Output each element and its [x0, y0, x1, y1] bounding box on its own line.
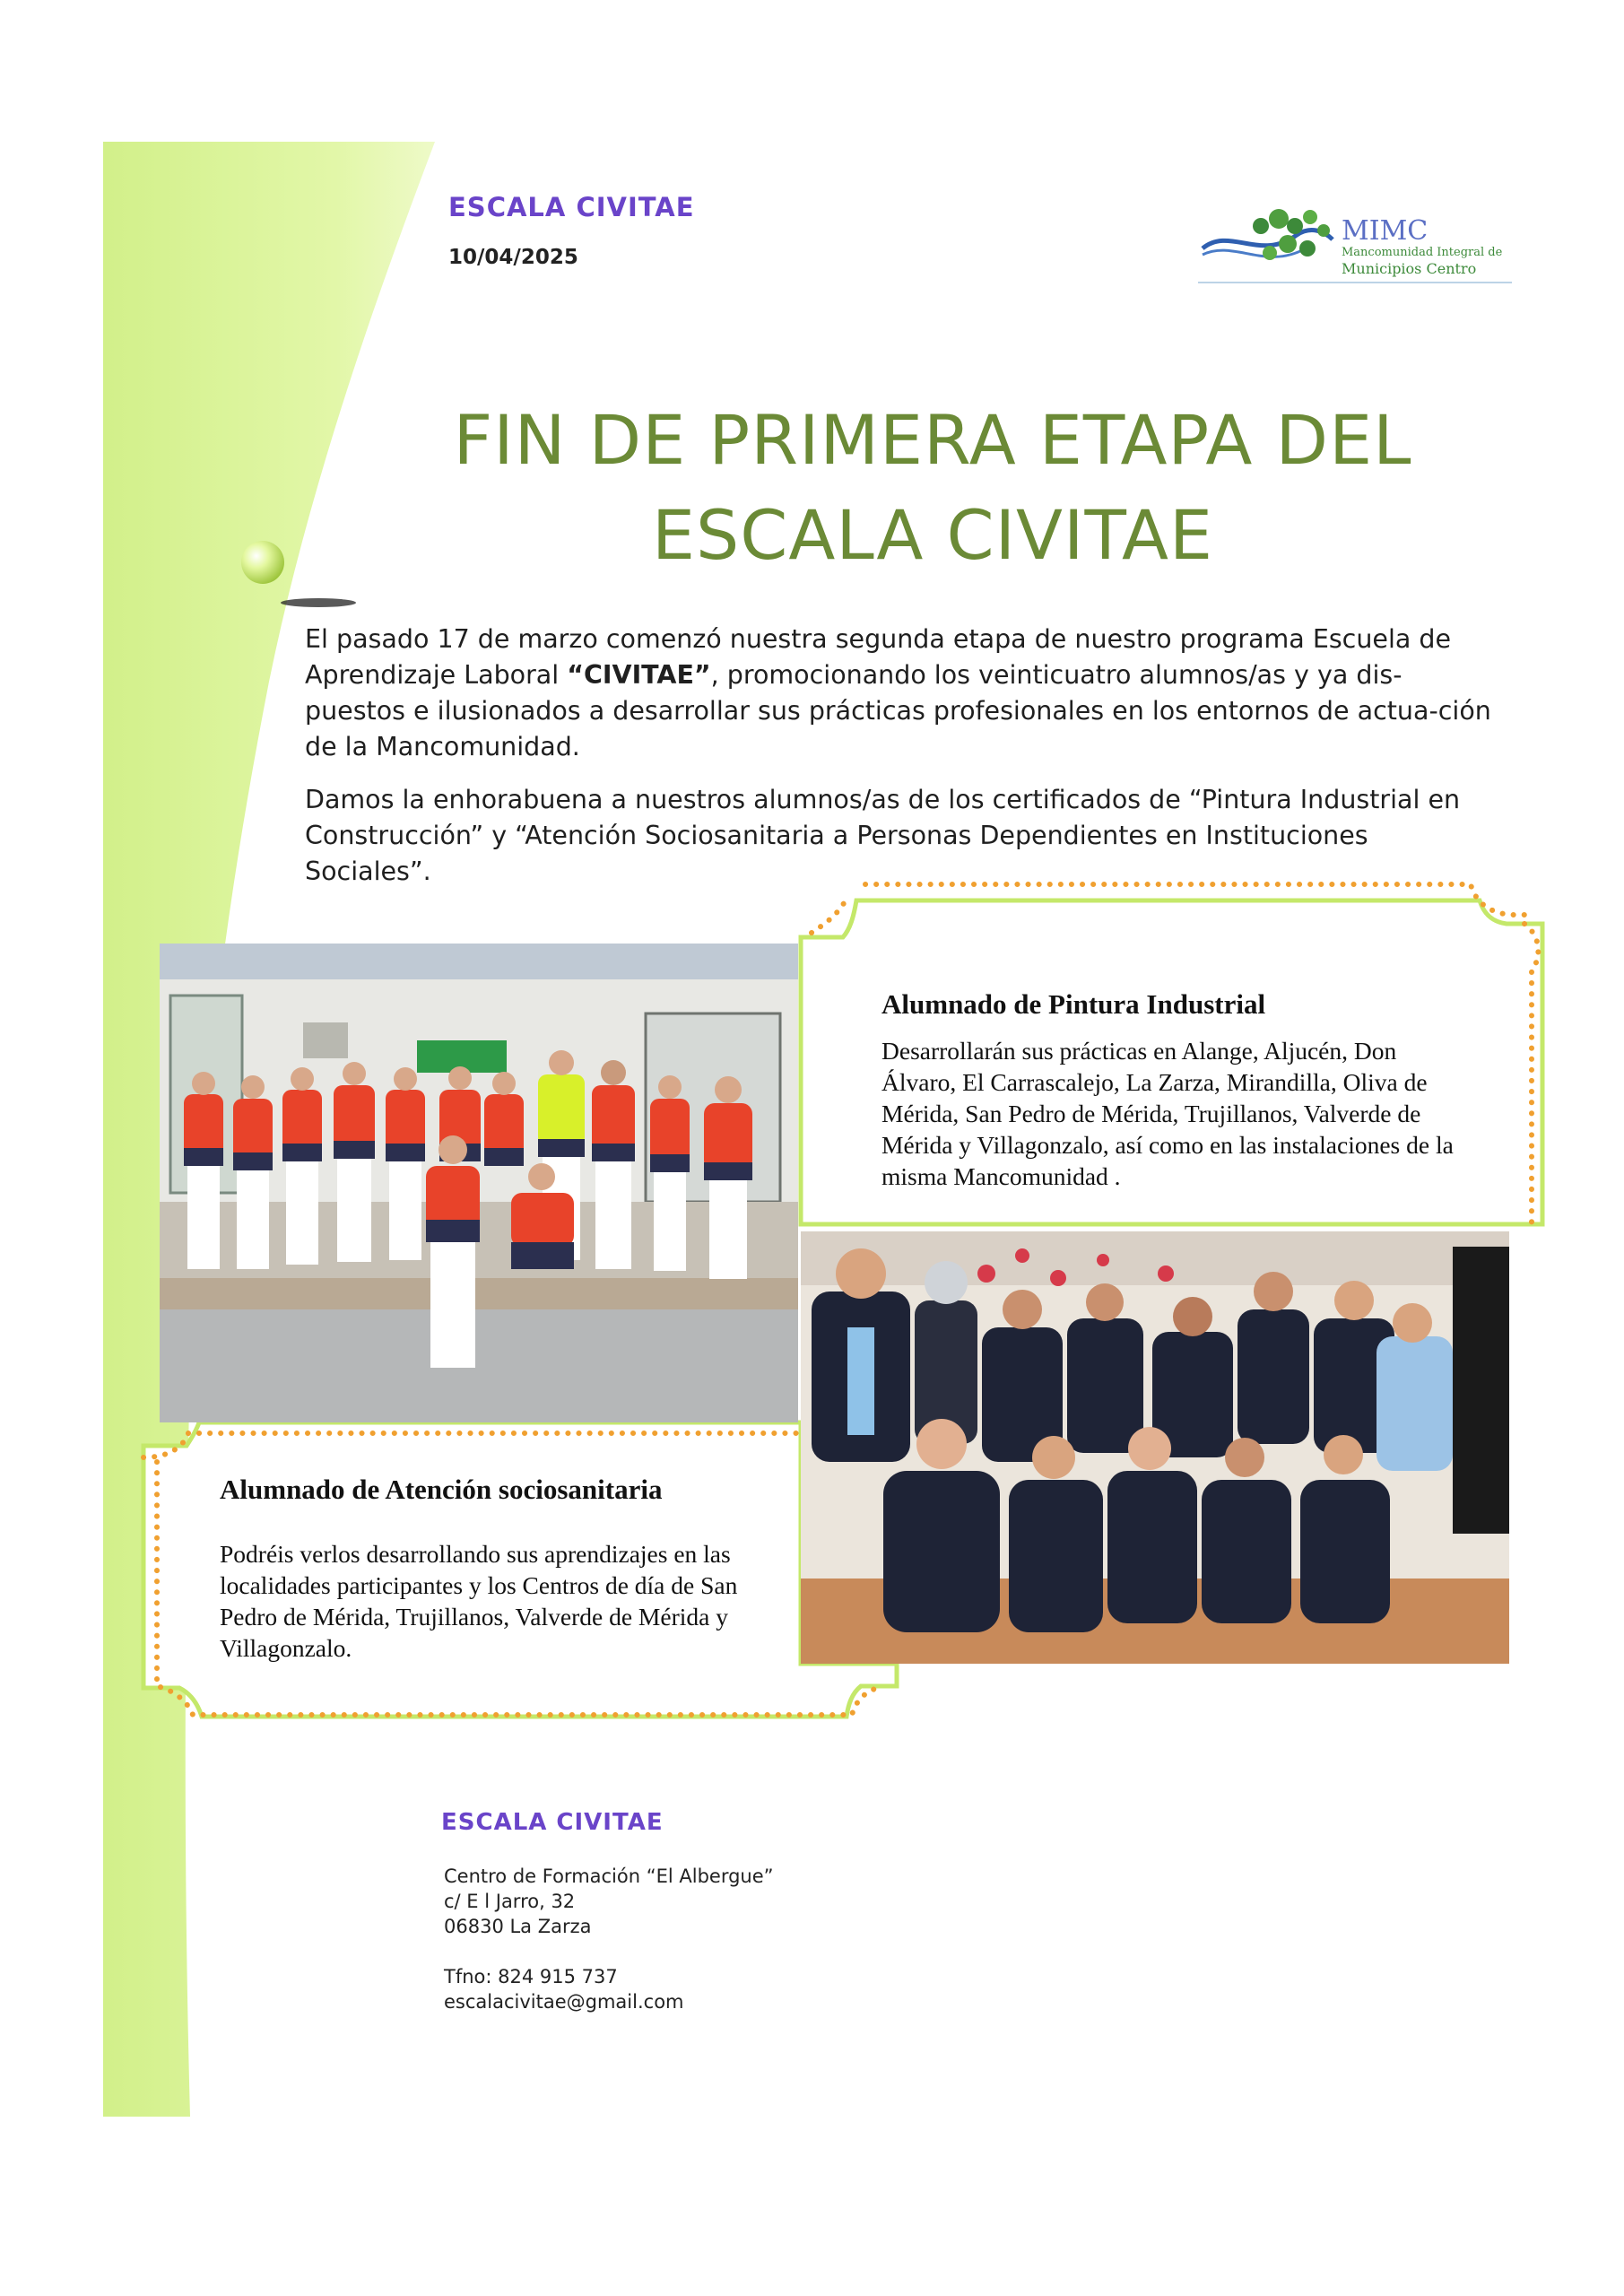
footer-address-line1: Centro de Formación “El Albergue” — [444, 1866, 774, 1887]
title-line-2: ESCALA CIVITAE — [652, 495, 1213, 575]
logo-underline — [1198, 282, 1512, 283]
decorative-ball — [241, 541, 284, 584]
footer-brand: ESCALA CIVITAE — [441, 1809, 664, 1836]
mimc-logo — [1198, 199, 1512, 289]
intro-paragraph-2: Damos la enhorabuena a nuestros alumnos/as de los certificados de “Pintura Industrial en Construcción” y “Atención Sociosanitaria a Personas Dependientes en Instituciones Sociales”. — [305, 785, 1461, 886]
box-pintura-text: Desarrollarán sus prácticas en Alange, Aljucén, Don Álvaro, El Carrascalejo, La Zarza, Mirandilla, Oliva de Mérida, San Pedro de Mérida, Trujillanos, Valverde de Mérida y Villagonzalo, así como en las instalaciones de la misma Mancomunidad . — [881, 1037, 1454, 1190]
mimc-logo-icon — [1198, 199, 1342, 280]
box-atencion-title: Alumnado de Atención sociosanitaria — [220, 1474, 663, 1505]
logo-subtitle-line1: Mancomunidad Integral de — [1342, 246, 1503, 259]
footer-address-line3: 06830 La Zarza — [444, 1916, 592, 1937]
intro-p1-bold: “CIVITAE” — [567, 660, 711, 690]
footer-address-line2: c/ E l Jarro, 32 — [444, 1891, 576, 1912]
intro-p1-part-a: El pasado 17 de marzo comenzó nuestra segunda etapa de nuestro programa Escuela de Aprendizaje Laboral — [305, 624, 1452, 690]
photo-atencion-group — [801, 1231, 1509, 1664]
page-title — [395, 393, 1471, 583]
intro-paragraph-1 — [305, 622, 1502, 765]
photo-pintura-group — [160, 944, 798, 1422]
box-atencion-text: Podréis verlos desarrollando sus aprendizajes en las localidades participantes y los Centros de día de San Pedro de Mérida, Trujillanos, Valverde de Mérida y Villagonzalo. — [220, 1540, 738, 1662]
footer-email[interactable]: escalacivitae@gmail.com — [444, 1991, 684, 2013]
footer-phone: Tfno: 824 915 737 — [444, 1966, 618, 1987]
publication-date: 10/04/2025 — [448, 246, 578, 269]
logo-wordmark: MIMC — [1342, 215, 1429, 247]
intro-p1-part-b: , promocionando los veinticuatro alumnos/as y ya dis-puestos e ilusionados a desarrollar sus prácticas profesionales en los entornos de actua-ción de la Mancomunidad. — [305, 660, 1491, 761]
box-pintura-title: Alumnado de Pintura Industrial — [881, 988, 1266, 1020]
ball-shadow — [281, 598, 356, 607]
header-brand: ESCALA CIVITAE — [448, 192, 695, 222]
logo-subtitle-line2: Municipios Centro — [1342, 260, 1477, 277]
title-line-1: FIN DE PRIMERA ETAPA DEL — [453, 400, 1412, 480]
